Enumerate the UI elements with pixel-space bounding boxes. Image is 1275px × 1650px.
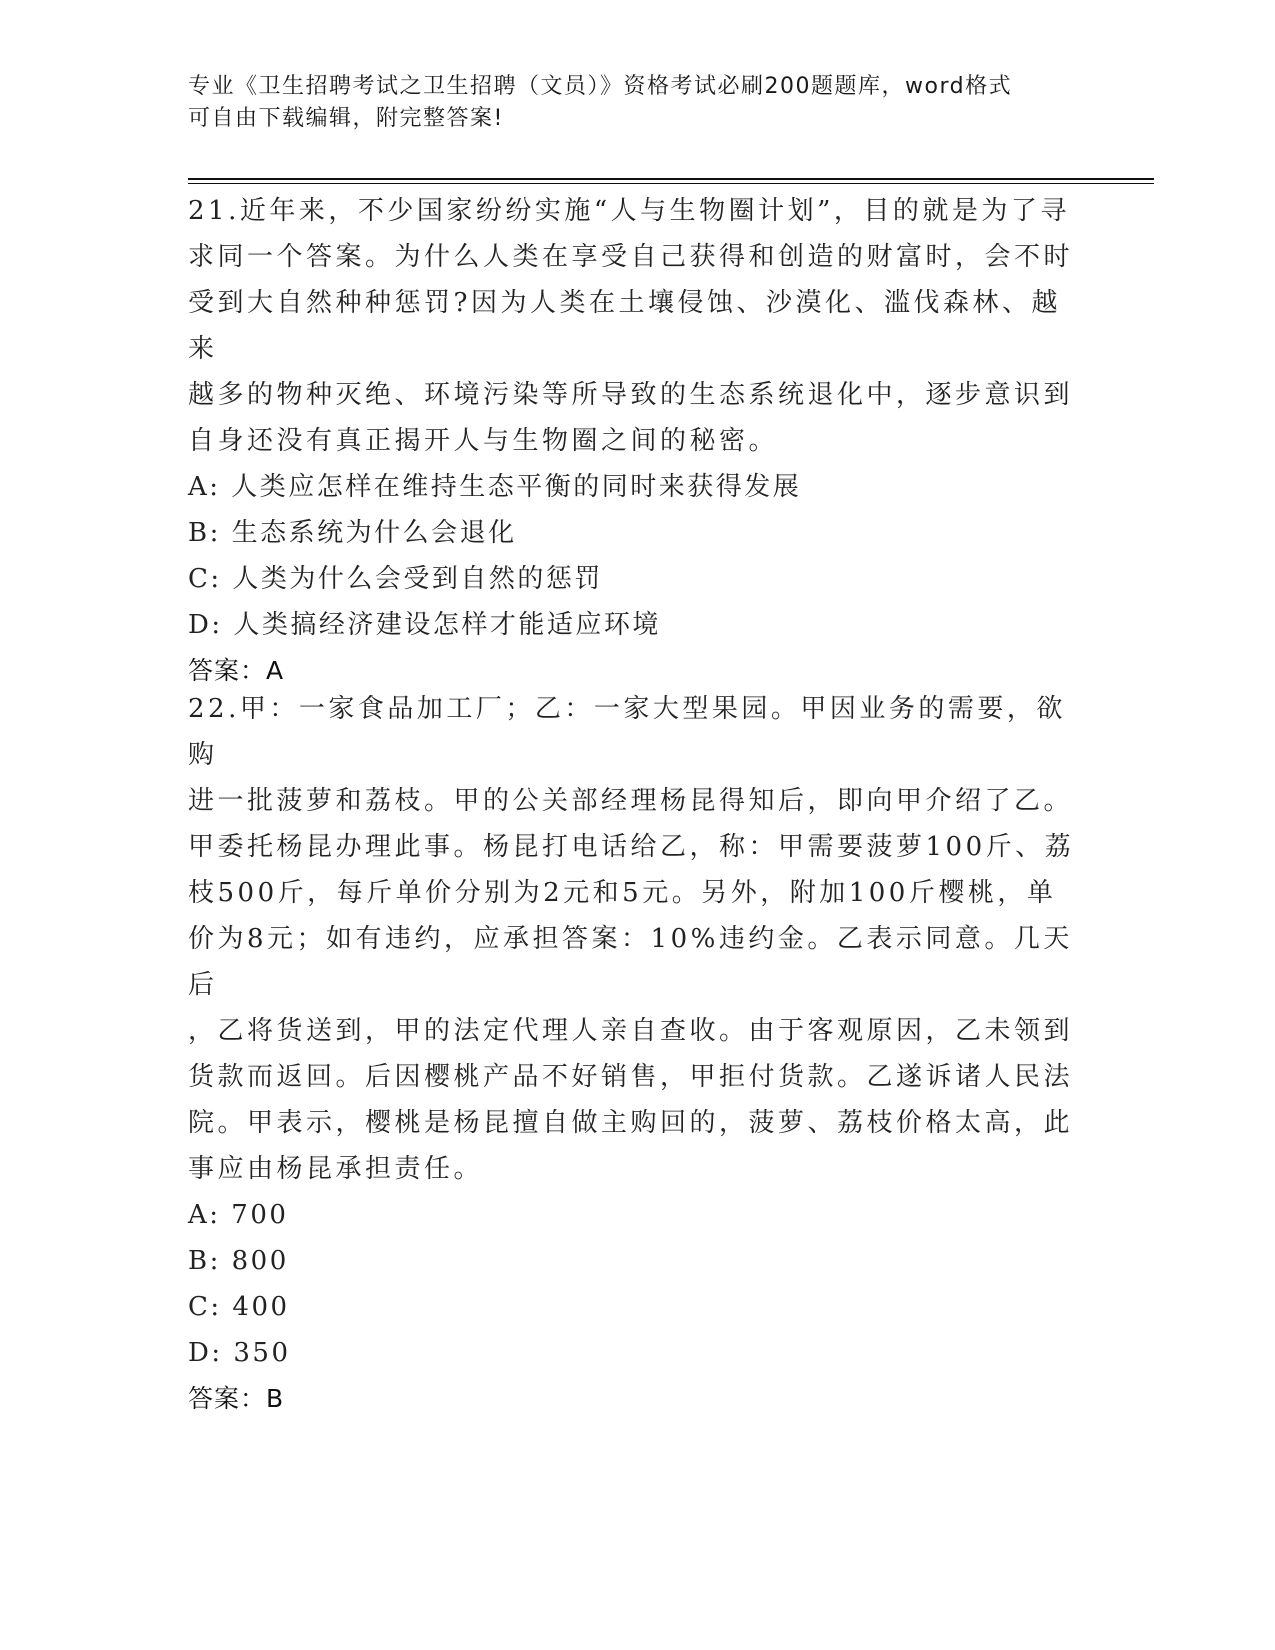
header-title-line-2: 可自由下载编辑，附完整答案! bbox=[188, 106, 504, 131]
question-stem-line: 求同一个答案。为什么人类在享受自己获得和创造的财富时，会不时 bbox=[188, 242, 1074, 272]
option-b: B: 800 bbox=[188, 1246, 289, 1276]
question-stem-line: 22.甲：一家食品加工厂；乙：一家大型果园。甲因业务的需要，欲购 bbox=[188, 694, 1066, 770]
option-d: D: 350 bbox=[188, 1338, 291, 1368]
question-stem-line: 枝500斤，每斤单价分别为2元和5元。另外，附加100斤樱桃，单 bbox=[188, 878, 1057, 908]
option-c: C: 400 bbox=[188, 1292, 290, 1322]
header-divider-thick bbox=[188, 178, 1154, 180]
option-c: C: 人类为什么会受到自然的惩罚 bbox=[188, 564, 603, 594]
answer-line: 答案：A bbox=[188, 656, 285, 685]
question-21 bbox=[188, 188, 1088, 694]
question-stem-line: 院。甲表示，樱桃是杨昆擅自做主购回的，菠萝、荔枝价格太高，此 bbox=[188, 1108, 1074, 1138]
question-stem-line: 自身还没有真正揭开人与生物圈之间的秘密。 bbox=[188, 426, 779, 456]
question-stem-line: 事应由杨昆承担责任。 bbox=[188, 1154, 484, 1184]
question-stem-line: 货款而返回。后因樱桃产品不好销售，甲拒付货款。乙遂诉诸人民法 bbox=[188, 1062, 1074, 1092]
question-stem-line: 受到大自然种种惩罚?因为人类在土壤侵蚀、沙漠化、滥伐森林、越来 bbox=[188, 288, 1061, 364]
question-stem-line: 价为8元；如有违约，应承担答案：10%违约金。乙表示同意。几天后 bbox=[188, 924, 1073, 1000]
question-stem-line: 甲委托杨昆办理此事。杨昆打电话给乙，称：甲需要菠萝100斤、荔 bbox=[188, 832, 1075, 862]
option-a: A: 700 bbox=[188, 1200, 289, 1230]
header-divider-thin bbox=[188, 183, 1154, 184]
option-b: B: 生态系统为什么会退化 bbox=[188, 518, 517, 548]
question-stem-line: 21.近年来，不少国家纷纷实施“人与生物圈计划”，目的就是为了寻 bbox=[188, 196, 1070, 226]
question-22 bbox=[188, 686, 1088, 1422]
question-stem-line: 越多的物种灭绝、环境污染等所导致的生态系统退化中，逐步意识到 bbox=[188, 380, 1074, 410]
document-header bbox=[188, 71, 1088, 135]
question-stem-line: ，乙将货送到，甲的法定代理人亲自查收。由于客观原因，乙未领到 bbox=[188, 1016, 1074, 1046]
option-d: D: 人类搞经济建设怎样才能适应环境 bbox=[188, 610, 661, 640]
question-stem-line: 进一批菠萝和荔枝。甲的公关部经理杨昆得知后，即向甲介绍了乙。 bbox=[188, 786, 1074, 816]
option-a: A: 人类应怎样在维持生态平衡的同时来获得发展 bbox=[188, 472, 802, 502]
header-title-line-1: 专业《卫生招聘考试之卫生招聘（文员）》资格考试必刷200题题库，word格式 bbox=[188, 74, 1013, 99]
answer-line: 答案：B bbox=[188, 1384, 285, 1413]
